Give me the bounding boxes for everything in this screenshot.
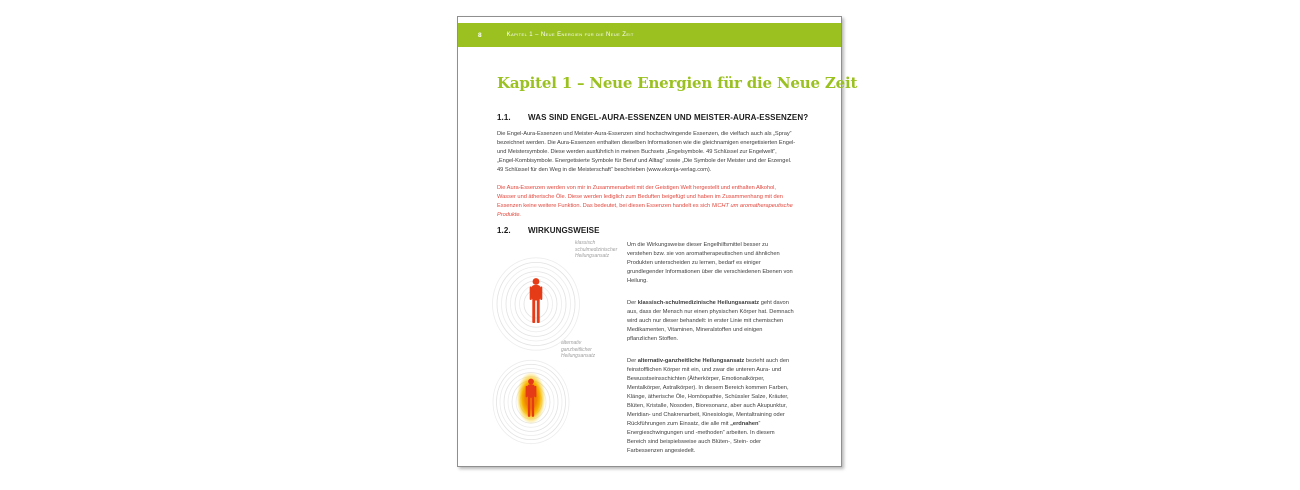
warning-paragraph: Die Aura-Essenzen werden von mir in Zusammenarbeit mit der Geistigen Welt hergestellt und enthalten Alkohol, Wasser und ätherische Öle. Diese werden lediglich zum Beduften beigefügt und haben im Zusammenhang mit den Essenzen keine weitere Funktion. Das bedeutet, bei diesen Essenzen handelt es sich NICHT um aromatherapeutische Produkte. (497, 185, 793, 218)
aura-rings (493, 258, 580, 350)
aura-diagram-holistic (476, 349, 586, 459)
body-paragraph: Der klassisch-schulmedizinische Heilungsansatz geht davon aus, dass der Mensch nur einen physischen Körper hat. Demnach wird auch nur dieser behandelt: in erster Linie mit chemischen Medikamenten, Vitaminen, Mineralstoffen und einigen pflanzlichen Stoffen. (627, 300, 794, 342)
section-heading-1-1 (497, 113, 808, 122)
chapter-title: Kapitel 1 – Neue Energien für die Neue Zeit (497, 74, 858, 92)
body-paragraph: Der alternativ-ganzheitliche Heilungsansatz bezieht auch den feinstofflichen Körper mit ein, und zwar die unteren Aura- und Bewusstseinsschichten (Ätherkörper, Emotionalkörper, Mentalkörper, Astralkörper). In diesem Bereich kommen Farben, Klänge, ätherische Öle, Homöopathie, Schüssler Salze, Kräuter, Blüten, Kristalle, Nosoden, Bioresonanz, aber auch Akupunktur, Meridian- und Chakrenarbeit, Kinesiologie, Mentaltraining oder Rückführungen zum Einsatz, die alle mit „erdnahen“ Energieschwingungen und -methoden“ arbeiten. In diesem Bereich sind beispielsweise auch Blüten-, Stein- oder Farbessenzen angesiedelt. (627, 358, 790, 454)
person-figure-icon (530, 278, 543, 323)
label-line: klassisch (575, 240, 596, 246)
body-paragraph: Um die Wirkungsweise dieser Engelhilfsmittel besser zu verstehen bzw. sie von aromatherapeutischen und ähnlichen Produkten unterscheiden zu lernen, bedarf es einiger grundlegender Informationen über die verschiedenen Ebenen von Heilung. (627, 242, 793, 284)
section-heading-text: WIRKUNGSWEISE (528, 226, 600, 235)
intro-paragraph: Die Engel-Aura-Essenzen und Meister-Aura-Essenzen sind hochschwingende Essenzen, die vielfach auch als „Spray“ bezeichnet werden. Die Aura-Essenzen enthalten dieselben Informationen wie die gleichnamigen energetisierten Engel- und Meistersymbole. Diese werden ausführlich in meinen Buchsets „Engelsymbole. 49 Schlüssel zur Engelwelt“, „Engel-Kombisymbole. Energetisierte Symbole für Beruf und Alltag“ sowie „Die Symbole der Meister und der Erzengel. 49 Schlüssel für den Weg in die Meisterschaft“ beschrieben (www.ekonja-verlag.com). (497, 131, 796, 173)
book-page (457, 16, 858, 467)
label-line: alternativ (561, 340, 582, 346)
section-heading-1-2 (497, 226, 600, 235)
section-number: 1.1. (497, 113, 511, 122)
section-heading-text: WAS SIND ENGEL-AURA-ESSENZEN UND MEISTER-AURA-ESSENZEN? (528, 113, 809, 122)
text-column (627, 239, 794, 469)
label-line: Heilungsansatz (575, 253, 610, 259)
page-number: 8 (478, 31, 482, 39)
label-line: ganzheitlicher (561, 346, 592, 353)
running-title: Kapitel 1 – Neue Energien für die Neue Zeit (506, 32, 634, 38)
label-line: schulmedizinischer (575, 246, 618, 253)
page-header-bar (458, 23, 841, 47)
label-line: Heilungsansatz (561, 353, 596, 359)
section-number: 1.2. (497, 226, 511, 235)
two-column-block (497, 239, 794, 477)
diagram-column (497, 239, 627, 477)
